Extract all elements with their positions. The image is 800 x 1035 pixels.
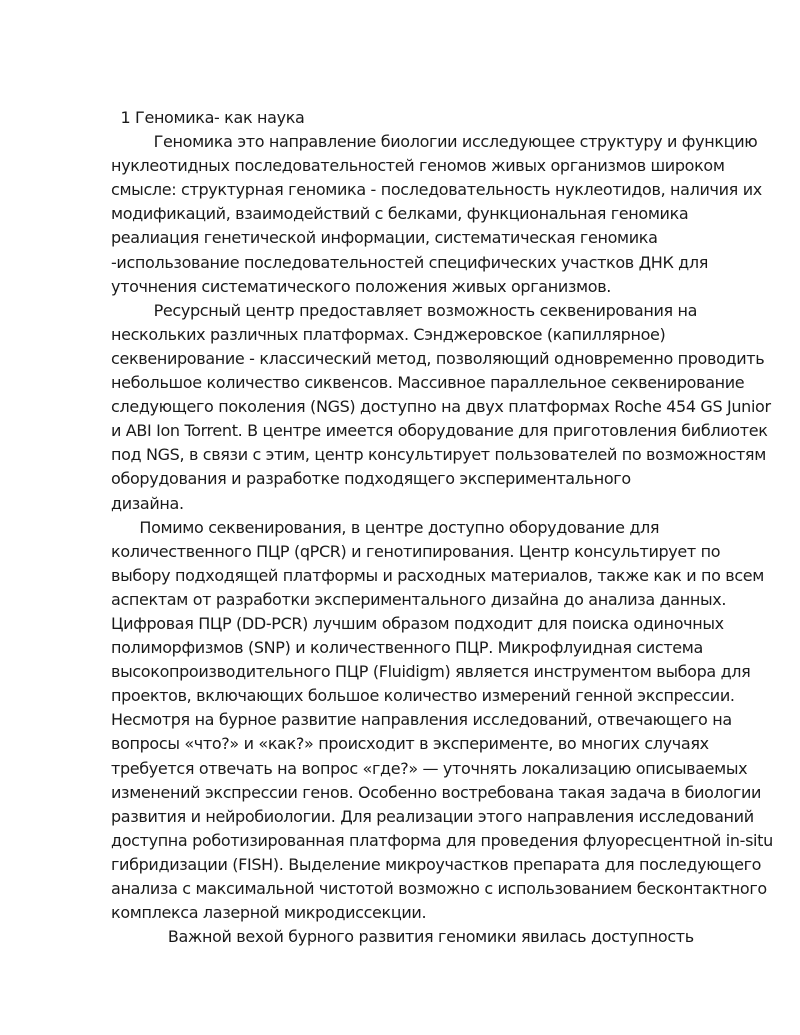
text-line: Цифровая ПЦР (DD-PCR) лучшим образом подходит для поиска одиночных xyxy=(111,613,724,633)
text-line: вопросы «что?» и «как?» происходит в эксперименте, во многих случаях xyxy=(111,734,709,754)
text-line: модификаций, взаимодействий с белками, функциональная геномика xyxy=(111,204,689,224)
text-line: Ресурсный центр предоставляет возможность секвенирования на xyxy=(111,300,698,320)
text-line: высокопроизводительного ПЦР (Fluidigm) является инструментом выбора для xyxy=(111,662,751,682)
text-line: нуклеотидных последовательностей геномов живых организмов широком xyxy=(111,156,725,176)
text-line: уточнения систематического положения живых организмов. xyxy=(111,276,612,296)
text-line: нескольких различных платформах. Сэнджеровское (капиллярное) xyxy=(111,324,666,344)
text-line: небольшое количество сиквенсов. Массивное параллельное секвенирование xyxy=(111,373,745,393)
text-line: изменений экспрессии генов. Особенно востребована такая задача в биологии xyxy=(111,782,762,802)
text-line: под NGS, в связи с этим, центр консультирует пользователей по возможностям xyxy=(111,445,766,465)
text-line: оборудования и разработке подходящего экспериментального xyxy=(111,469,631,489)
text-line: требуется отвечать на вопрос «где?» — уточнять локализацию описываемых xyxy=(111,758,748,778)
text-line: аспектам от разработки экспериментального дизайна до анализа данных. xyxy=(111,589,727,609)
text-line: количественного ПЦР (qPCR) и генотипирования. Центр консультирует по xyxy=(111,541,721,561)
text-line: развития и нейробиологии. Для реализации этого направления исследований xyxy=(111,806,754,826)
text-line: и ABI Ion Torrent. В центре имеется оборудование для приготовления библиотек xyxy=(111,421,768,441)
text-line: следующего поколения (NGS) доступно на двух платформах Roche 454 GS Junior xyxy=(111,397,771,417)
text-line: Геномика это направление биологии исследующее структуру и функцию xyxy=(111,132,758,152)
text-line: проектов, включающих большое количество измерений генной экспрессии. xyxy=(111,686,735,706)
text-line: смысле: структурная геномика - последовательность нуклеотидов, наличия их xyxy=(111,180,762,200)
document-body xyxy=(111,106,773,949)
text-line: доступна роботизированная платформа для проведения флуоресцентной in-situ xyxy=(111,830,773,850)
text-line: секвенирование - классический метод, позволяющий одновременно проводить xyxy=(111,348,765,368)
text-line: дизайна. xyxy=(111,493,184,513)
text-line: гибридизации (FISH). Выделение микроучастков препарата для последующего xyxy=(111,854,762,874)
text-line: Несмотря на бурное развитие направления исследований, отвечающего на xyxy=(111,710,732,730)
text-line: Важной вехой бурного развития геномики явилась доступность xyxy=(111,927,694,947)
text-line: выбору подходящей платформы и расходных материалов, также как и по всем xyxy=(111,565,765,585)
text-line: -использование последовательностей специфических участков ДНК для xyxy=(111,252,709,272)
text-line: реалиация генетической информации, систематическая геномика xyxy=(111,228,658,248)
text-line: Помимо секвенирования, в центре доступно оборудование для xyxy=(111,517,660,537)
text-line: анализа с максимальной чистотой возможно с использованием бесконтактного xyxy=(111,879,767,898)
section-heading: 1 Геномика- как наука xyxy=(111,108,305,127)
text-line: комплекса лазерной микродиссекции. xyxy=(111,903,427,923)
text-line: полиморфизмов (SNP) и количественного ПЦР. Микрофлуидная система xyxy=(111,638,703,658)
